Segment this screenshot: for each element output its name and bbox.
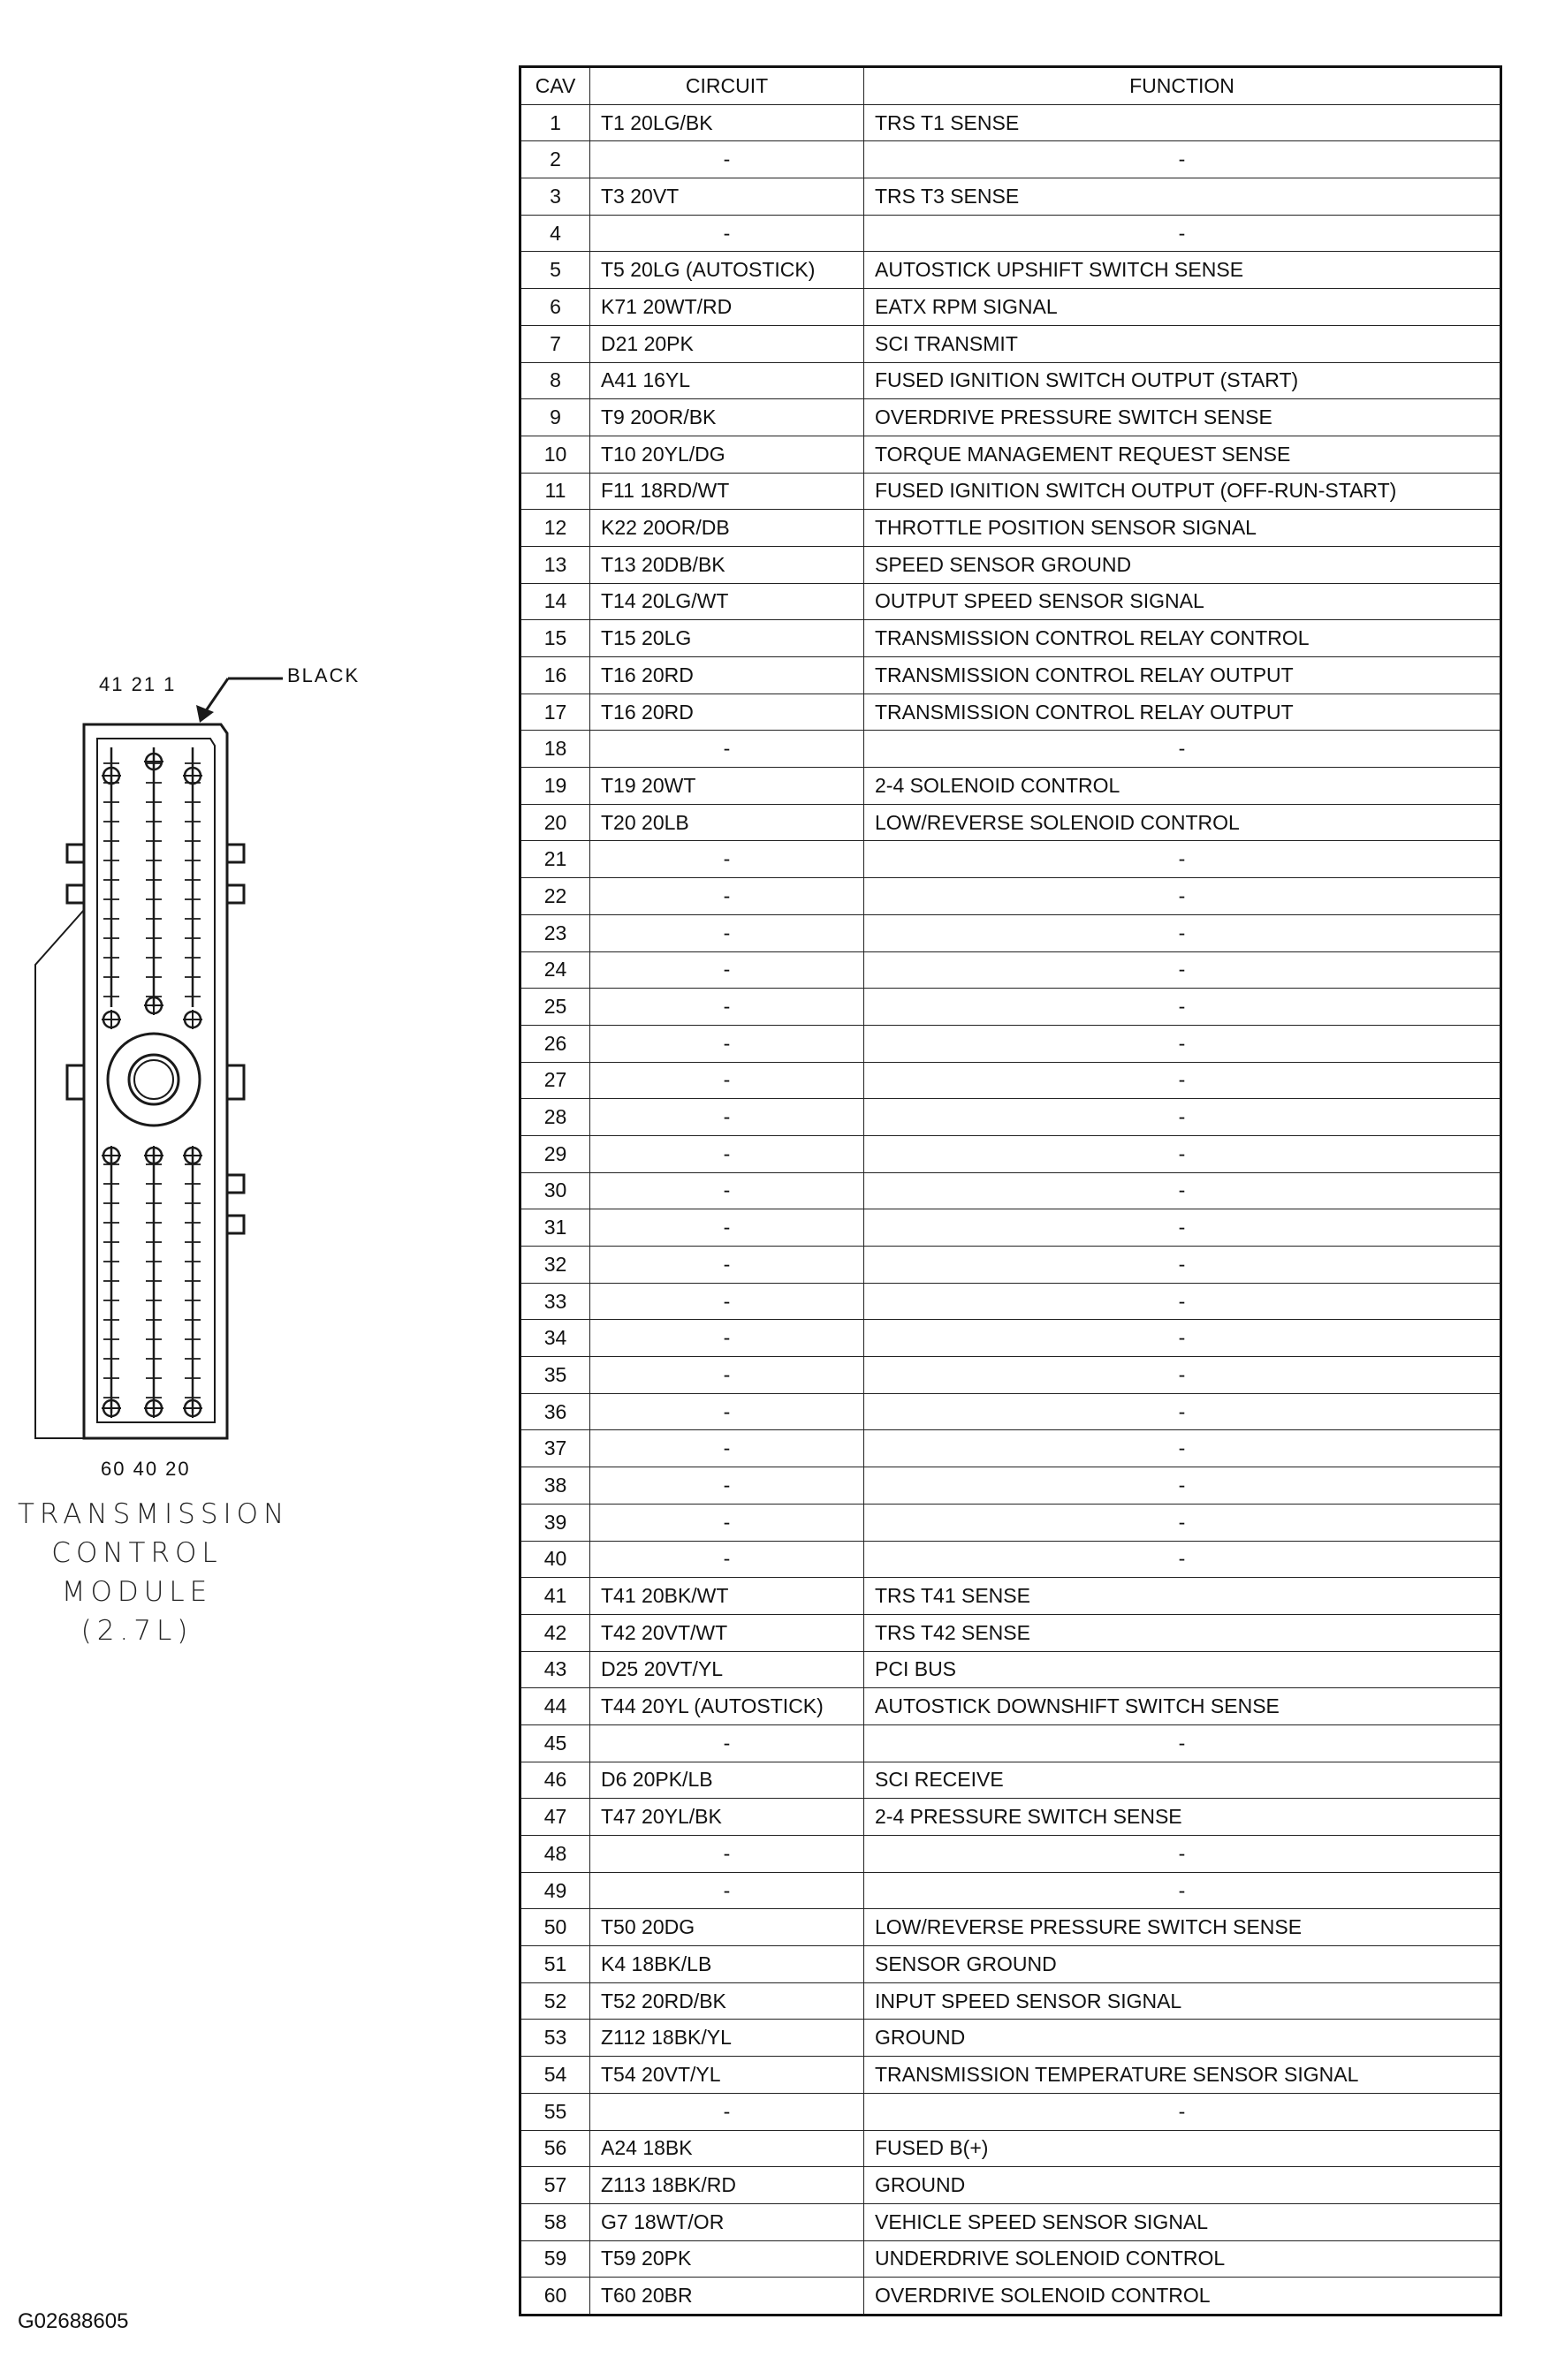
circuit-cell: G7 18WT/OR [590, 2203, 864, 2240]
function-cell: LOW/REVERSE PRESSURE SWITCH SENSE [864, 1909, 1501, 1946]
table-row [520, 1467, 1501, 1505]
table-row [520, 1614, 1501, 1651]
cav-cell: 26 [520, 1025, 590, 1062]
function-cell: - [864, 878, 1501, 915]
table-row [520, 1504, 1501, 1541]
cav-cell: 47 [520, 1799, 590, 1836]
table-row [520, 2167, 1501, 2204]
circuit-cell: - [590, 841, 864, 878]
circuit-cell: Z112 18BK/YL [590, 2020, 864, 2057]
circuit-cell: - [590, 1541, 864, 1578]
caption-line: CONTROL [51, 1537, 223, 1569]
table-row [520, 289, 1501, 326]
circuit-cell: - [590, 1393, 864, 1430]
circuit-cell: K22 20OR/DB [590, 510, 864, 547]
table-row [520, 1062, 1501, 1099]
cav-cell: 2 [520, 141, 590, 178]
cav-cell: 17 [520, 694, 590, 731]
table-row [520, 1872, 1501, 1909]
circuit-cell: - [590, 914, 864, 951]
cav-cell: 11 [520, 473, 590, 510]
cav-cell: 16 [520, 657, 590, 694]
function-cell: FUSED IGNITION SWITCH OUTPUT (OFF-RUN-START) [864, 473, 1501, 510]
table-row [520, 1541, 1501, 1578]
table-row [520, 2020, 1501, 2057]
cav-cell: 40 [520, 1541, 590, 1578]
circuit-cell: - [590, 141, 864, 178]
function-cell: TRS T41 SENSE [864, 1578, 1501, 1615]
function-cell: - [864, 1247, 1501, 1284]
function-cell: FUSED B(+) [864, 2130, 1501, 2167]
circuit-cell: - [590, 1135, 864, 1172]
cav-cell: 6 [520, 289, 590, 326]
function-cell: THROTTLE POSITION SENSOR SIGNAL [864, 510, 1501, 547]
function-cell: SCI RECEIVE [864, 1762, 1501, 1799]
circuit-cell: - [590, 1209, 864, 1247]
pin-grid [102, 747, 202, 1418]
table-row [520, 1688, 1501, 1725]
connector-outline [35, 724, 244, 1438]
table-row [520, 1099, 1501, 1136]
header-cav: CAV [520, 67, 590, 105]
cav-cell: 19 [520, 768, 590, 805]
table-row [520, 768, 1501, 805]
cav-cell: 32 [520, 1247, 590, 1284]
function-cell: - [864, 1872, 1501, 1909]
circuit-cell: A24 18BK [590, 2130, 864, 2167]
cav-cell: 23 [520, 914, 590, 951]
circuit-cell: T47 20YL/BK [590, 1799, 864, 1836]
function-cell: - [864, 2093, 1501, 2130]
circuit-cell: T9 20OR/BK [590, 399, 864, 436]
table-row [520, 1430, 1501, 1467]
caption-line: (2.7L) [80, 1615, 194, 1647]
cav-cell: 12 [520, 510, 590, 547]
function-cell: - [864, 1062, 1501, 1099]
cav-cell: 21 [520, 841, 590, 878]
pin-labels-top: 41 21 1 [99, 673, 177, 695]
circuit-cell: T59 20PK [590, 2240, 864, 2278]
function-cell: TRANSMISSION TEMPERATURE SENSOR SIGNAL [864, 2057, 1501, 2094]
table-row [520, 583, 1501, 620]
cav-cell: 3 [520, 178, 590, 216]
function-cell: - [864, 1099, 1501, 1136]
table-row [520, 1909, 1501, 1946]
function-cell: - [864, 1541, 1501, 1578]
module-caption [18, 1495, 290, 1650]
table-row [520, 1982, 1501, 2020]
circuit-cell: T50 20DG [590, 1909, 864, 1946]
table-row [520, 1836, 1501, 1873]
cav-cell: 5 [520, 252, 590, 289]
function-cell: AUTOSTICK UPSHIFT SWITCH SENSE [864, 252, 1501, 289]
table-row [520, 399, 1501, 436]
cav-cell: 18 [520, 731, 590, 768]
circuit-cell: D6 20PK/LB [590, 1762, 864, 1799]
function-cell: SCI TRANSMIT [864, 325, 1501, 362]
table-row [520, 1135, 1501, 1172]
function-cell: UNDERDRIVE SOLENOID CONTROL [864, 2240, 1501, 2278]
cav-cell: 55 [520, 2093, 590, 2130]
cav-cell: 10 [520, 436, 590, 473]
function-cell: - [864, 1320, 1501, 1357]
function-cell: - [864, 1467, 1501, 1505]
function-cell: - [864, 1172, 1501, 1209]
table-row [520, 510, 1501, 547]
cav-cell: 35 [520, 1357, 590, 1394]
circuit-cell: - [590, 878, 864, 915]
table-row [520, 473, 1501, 510]
circuit-cell: - [590, 1467, 864, 1505]
function-cell: PCI BUS [864, 1651, 1501, 1688]
cav-cell: 59 [520, 2240, 590, 2278]
function-cell: GROUND [864, 2167, 1501, 2204]
circuit-cell: D25 20VT/YL [590, 1651, 864, 1688]
table-row [520, 2130, 1501, 2167]
circuit-cell: T1 20LG/BK [590, 104, 864, 141]
cav-cell: 34 [520, 1320, 590, 1357]
circuit-cell: T14 20LG/WT [590, 583, 864, 620]
cav-cell: 57 [520, 2167, 590, 2204]
circuit-cell: - [590, 989, 864, 1026]
cav-cell: 25 [520, 989, 590, 1026]
header-function: FUNCTION [864, 67, 1501, 105]
cav-cell: 28 [520, 1099, 590, 1136]
circuit-cell: T52 20RD/BK [590, 1982, 864, 2020]
table-row [520, 1762, 1501, 1799]
table-row [520, 804, 1501, 841]
function-cell: VEHICLE SPEED SENSOR SIGNAL [864, 2203, 1501, 2240]
function-cell: TRANSMISSION CONTROL RELAY CONTROL [864, 620, 1501, 657]
function-cell: - [864, 841, 1501, 878]
cav-cell: 43 [520, 1651, 590, 1688]
circuit-cell: T19 20WT [590, 768, 864, 805]
table-row [520, 1799, 1501, 1836]
cav-cell: 8 [520, 362, 590, 399]
circuit-cell: T10 20YL/DG [590, 436, 864, 473]
function-cell: 2-4 PRESSURE SWITCH SENSE [864, 1799, 1501, 1836]
cav-cell: 31 [520, 1209, 590, 1247]
function-cell: - [864, 1836, 1501, 1873]
cav-cell: 50 [520, 1909, 590, 1946]
figure-id: G02688605 [18, 2309, 129, 2333]
function-cell: - [864, 1504, 1501, 1541]
circuit-cell: K71 20WT/RD [590, 289, 864, 326]
cav-cell: 29 [520, 1135, 590, 1172]
function-cell: TRANSMISSION CONTROL RELAY OUTPUT [864, 694, 1501, 731]
function-cell: 2-4 SOLENOID CONTROL [864, 768, 1501, 805]
cav-cell: 48 [520, 1836, 590, 1873]
table-row [520, 1283, 1501, 1320]
cav-cell: 60 [520, 2278, 590, 2316]
pin-labels-bottom: 60 40 20 [101, 1458, 191, 1480]
table-row [520, 2203, 1501, 2240]
circuit-cell: - [590, 1430, 864, 1467]
table-row [520, 620, 1501, 657]
circuit-cell: T44 20YL (AUTOSTICK) [590, 1688, 864, 1725]
table-row [520, 436, 1501, 473]
cav-cell: 52 [520, 1982, 590, 2020]
table-row [520, 657, 1501, 694]
circuit-cell: - [590, 1283, 864, 1320]
table-row [520, 325, 1501, 362]
cav-cell: 39 [520, 1504, 590, 1541]
cav-cell: 7 [520, 325, 590, 362]
function-cell: TRS T3 SENSE [864, 178, 1501, 216]
cav-cell: 56 [520, 2130, 590, 2167]
table-row [520, 841, 1501, 878]
cav-cell: 20 [520, 804, 590, 841]
circuit-cell: - [590, 215, 864, 252]
circuit-cell: - [590, 1872, 864, 1909]
cav-cell: 9 [520, 399, 590, 436]
table-row [520, 1209, 1501, 1247]
table-row [520, 141, 1501, 178]
function-cell: - [864, 1393, 1501, 1430]
function-cell: TRS T42 SENSE [864, 1614, 1501, 1651]
table-row [520, 989, 1501, 1026]
table-row [520, 2057, 1501, 2094]
cav-cell: 46 [520, 1762, 590, 1799]
connector-color-label: BLACK [287, 664, 361, 686]
pinout-table [519, 65, 1502, 2316]
cav-cell: 42 [520, 1614, 590, 1651]
cav-cell: 44 [520, 1688, 590, 1725]
function-cell: - [864, 141, 1501, 178]
circuit-cell: - [590, 1357, 864, 1394]
circuit-cell: - [590, 2093, 864, 2130]
circuit-cell: T5 20LG (AUTOSTICK) [590, 252, 864, 289]
cav-cell: 49 [520, 1872, 590, 1909]
circuit-cell: - [590, 951, 864, 989]
table-row [520, 2093, 1501, 2130]
function-cell: SENSOR GROUND [864, 1946, 1501, 1983]
table-row [520, 878, 1501, 915]
cav-cell: 58 [520, 2203, 590, 2240]
function-cell: LOW/REVERSE SOLENOID CONTROL [864, 804, 1501, 841]
function-cell: SPEED SENSOR GROUND [864, 546, 1501, 583]
cav-cell: 14 [520, 583, 590, 620]
cav-cell: 41 [520, 1578, 590, 1615]
function-cell: EATX RPM SIGNAL [864, 289, 1501, 326]
function-cell: - [864, 1357, 1501, 1394]
circuit-cell: - [590, 1504, 864, 1541]
function-cell: FUSED IGNITION SWITCH OUTPUT (START) [864, 362, 1501, 399]
function-cell: - [864, 914, 1501, 951]
header-circuit: CIRCUIT [590, 67, 864, 105]
circuit-cell: - [590, 731, 864, 768]
cav-cell: 33 [520, 1283, 590, 1320]
function-cell: - [864, 989, 1501, 1026]
table-row [520, 1724, 1501, 1762]
table-row [520, 546, 1501, 583]
cav-cell: 54 [520, 2057, 590, 2094]
function-cell: - [864, 1283, 1501, 1320]
cav-cell: 38 [520, 1467, 590, 1505]
caption-line: MODULE [61, 1576, 213, 1608]
circuit-cell: - [590, 1836, 864, 1873]
table-row [520, 1320, 1501, 1357]
table-row [520, 1357, 1501, 1394]
table-row [520, 1172, 1501, 1209]
function-cell: TORQUE MANAGEMENT REQUEST SENSE [864, 436, 1501, 473]
function-cell: OVERDRIVE SOLENOID CONTROL [864, 2278, 1501, 2316]
table-row [520, 215, 1501, 252]
circuit-cell: D21 20PK [590, 325, 864, 362]
table-row [520, 362, 1501, 399]
cav-cell: 24 [520, 951, 590, 989]
table-row [520, 1393, 1501, 1430]
circuit-cell: - [590, 1062, 864, 1099]
function-cell: - [864, 1025, 1501, 1062]
cav-cell: 30 [520, 1172, 590, 1209]
table-row [520, 252, 1501, 289]
table-row [520, 104, 1501, 141]
cav-cell: 37 [520, 1430, 590, 1467]
cav-cell: 36 [520, 1393, 590, 1430]
function-cell: - [864, 1135, 1501, 1172]
color-label-pointer [196, 678, 283, 723]
function-cell: OVERDRIVE PRESSURE SWITCH SENSE [864, 399, 1501, 436]
table-row [520, 951, 1501, 989]
circuit-cell: - [590, 1724, 864, 1762]
function-cell: - [864, 215, 1501, 252]
table-row [520, 1578, 1501, 1615]
table-row [520, 2240, 1501, 2278]
circuit-cell: F11 18RD/WT [590, 473, 864, 510]
table-row [520, 178, 1501, 216]
circuit-cell: K4 18BK/LB [590, 1946, 864, 1983]
table-row [520, 2278, 1501, 2316]
function-cell: OUTPUT SPEED SENSOR SIGNAL [864, 583, 1501, 620]
cav-cell: 45 [520, 1724, 590, 1762]
circuit-cell: T60 20BR [590, 2278, 864, 2316]
circuit-cell: - [590, 1247, 864, 1284]
function-cell: TRANSMISSION CONTROL RELAY OUTPUT [864, 657, 1501, 694]
circuit-cell: T54 20VT/YL [590, 2057, 864, 2094]
table-row [520, 1025, 1501, 1062]
circuit-cell: - [590, 1172, 864, 1209]
function-cell: - [864, 731, 1501, 768]
function-cell: - [864, 1724, 1501, 1762]
connector-diagram [0, 0, 513, 1502]
cav-cell: 1 [520, 104, 590, 141]
table-row [520, 731, 1501, 768]
function-cell: GROUND [864, 2020, 1501, 2057]
function-cell: TRS T1 SENSE [864, 104, 1501, 141]
cav-cell: 22 [520, 878, 590, 915]
cav-cell: 27 [520, 1062, 590, 1099]
cav-cell: 13 [520, 546, 590, 583]
function-cell: - [864, 1209, 1501, 1247]
circuit-cell: Z113 18BK/RD [590, 2167, 864, 2204]
table-row [520, 694, 1501, 731]
table-header-row [520, 67, 1501, 105]
cav-cell: 4 [520, 215, 590, 252]
function-cell: - [864, 1430, 1501, 1467]
keying-boss [108, 1034, 200, 1126]
circuit-cell: A41 16YL [590, 362, 864, 399]
circuit-cell: T3 20VT [590, 178, 864, 216]
cav-cell: 51 [520, 1946, 590, 1983]
circuit-cell: T13 20DB/BK [590, 546, 864, 583]
circuit-cell: T20 20LB [590, 804, 864, 841]
table-row [520, 1247, 1501, 1284]
table-row [520, 1651, 1501, 1688]
circuit-cell: T15 20LG [590, 620, 864, 657]
cav-cell: 15 [520, 620, 590, 657]
circuit-cell: T16 20RD [590, 694, 864, 731]
circuit-cell: - [590, 1320, 864, 1357]
circuit-cell: T41 20BK/WT [590, 1578, 864, 1615]
function-cell: INPUT SPEED SENSOR SIGNAL [864, 1982, 1501, 2020]
function-cell: - [864, 951, 1501, 989]
cav-cell: 53 [520, 2020, 590, 2057]
circuit-cell: T16 20RD [590, 657, 864, 694]
function-cell: AUTOSTICK DOWNSHIFT SWITCH SENSE [864, 1688, 1501, 1725]
circuit-cell: T42 20VT/WT [590, 1614, 864, 1651]
caption-line: TRANSMISSION [18, 1498, 290, 1530]
circuit-cell: - [590, 1025, 864, 1062]
circuit-cell: - [590, 1099, 864, 1136]
table-row [520, 914, 1501, 951]
table-row [520, 1946, 1501, 1983]
